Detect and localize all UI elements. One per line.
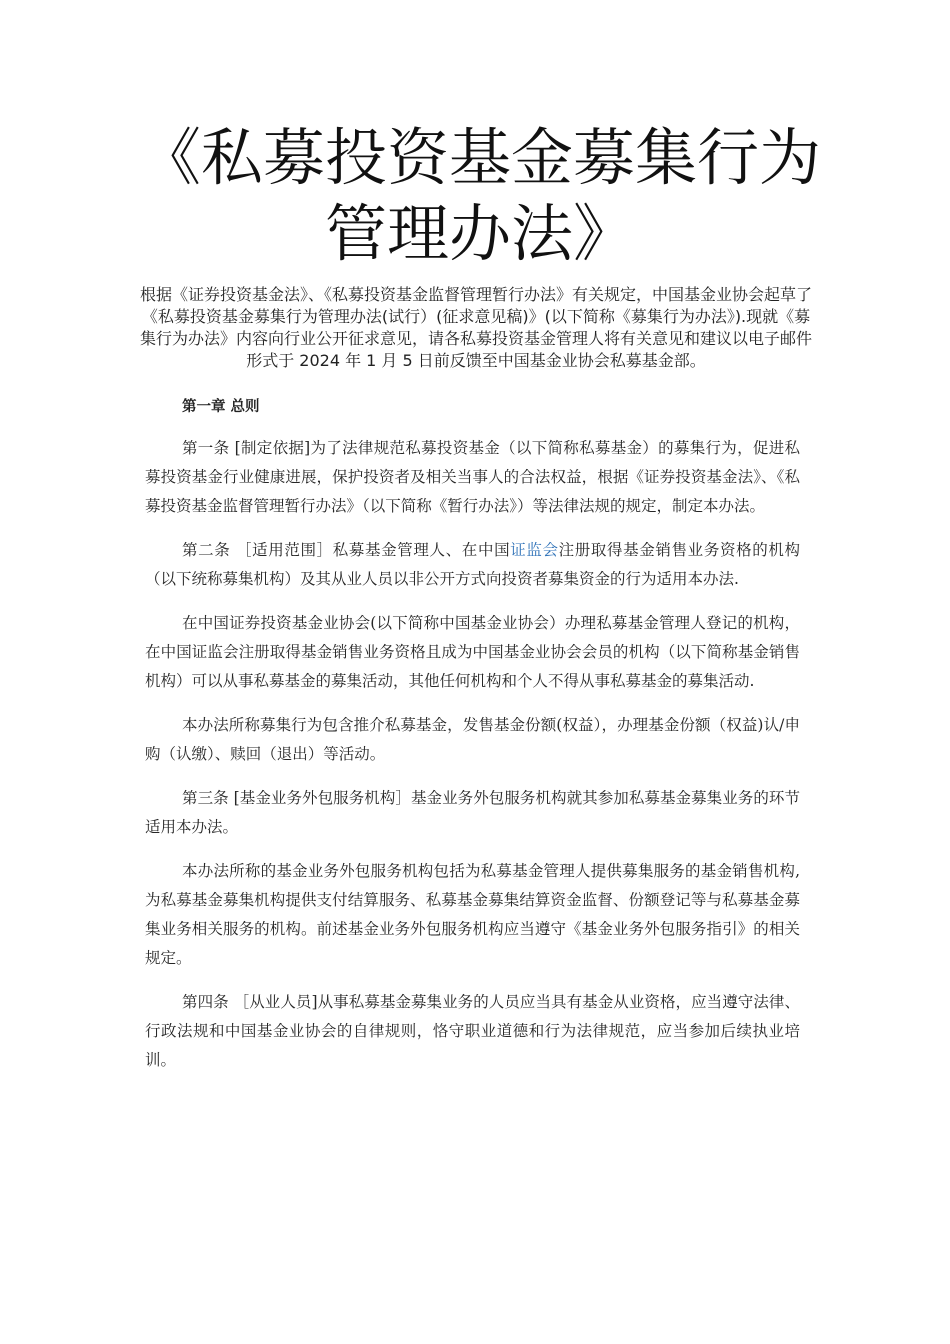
csrc-link[interactable]: 证监会: [510, 541, 559, 559]
article-1: 第一条 [制定依据]为了法律规范私募投资基金（以下简称私募基金）的募集行为，促进私募投资基金行业健康进展，保护投资者及相关当事人的合法权益，根据《证券投资基金法》、《私募投资基金监督管理暂行办法》（以下简称《暂行办法》）等法律法规的规定，制定本办法。: [145, 439, 800, 515]
definition-paragraph: 本办法所称募集行为包含推介私募基金，发售基金份额(权益），办理基金份额（权益)认/申购（认缴）、赎回（退出）等活动。: [145, 716, 800, 763]
article-4: 第四条 ［从业人员]从事私募基金募集业务的人员应当具有基金从业资格，应当遵守法律、行政法规和中国基金业协会的自律规则，恪守职业道德和行为法律规范，应当参加后续执业培训。: [145, 993, 800, 1069]
article-3: 第三条 [基金业务外包服务机构］基金业务外包服务机构就其参加私募基金募集业务的环节适用本办法。: [145, 789, 800, 836]
chapter-heading: 第一章 总则: [182, 399, 260, 415]
article-2: [145, 536, 800, 594]
intro-paragraph: 根据《证券投资基金法》、《私募投资基金监督管理暂行办法》有关规定，中国基金业协会起草了《私募投资基金募集行为管理办法(试行）(征求意见稿)》(以下简称《募集行为办法》).现就《募集行为办法》内容向行业公开征求意见，请各私募投资基金管理人将有关意见和建议以电子邮件形式于 2024 年 1 月 5 日前反馈至中国基金业协会私募基金部。: [140, 285, 813, 370]
article-2-text-end: 注册取得基金销售业务资格的机构（以下统称募集机构）及其从业人员以非公开方式向投资者募集资金的行为适用本办法.: [145, 541, 800, 588]
registration-paragraph: 在中国证券投资基金业协会(以下简称中国基金业协会）办理私募基金管理人登记的机构，在中国证监会注册取得基金销售业务资格且成为中国基金业协会会员的机构（以下简称基金销售机构）可以从事私募基金的募集活动，其他任何机构和个人不得从事私募基金的募集活动.: [145, 614, 800, 690]
article-2-text-start: 第二条 ［适用范围］私募基金管理人、在中国: [182, 541, 511, 559]
outsourcing-paragraph: 本办法所称的基金业务外包服务机构包括为私募基金管理人提供募集服务的基金销售机构,为私募基金募集机构提供支付结算服务、私募基金募集结算资金监督、份额登记等与私募基金募集业务相关服务的机构。前述基金业务外包服务机构应当遵守《基金业务外包服务指引》的相关规定。: [145, 862, 800, 967]
document-title: 《私募投资基金募集行为管理办法》: [138, 121, 821, 270]
document-body: [145, 393, 800, 1090]
